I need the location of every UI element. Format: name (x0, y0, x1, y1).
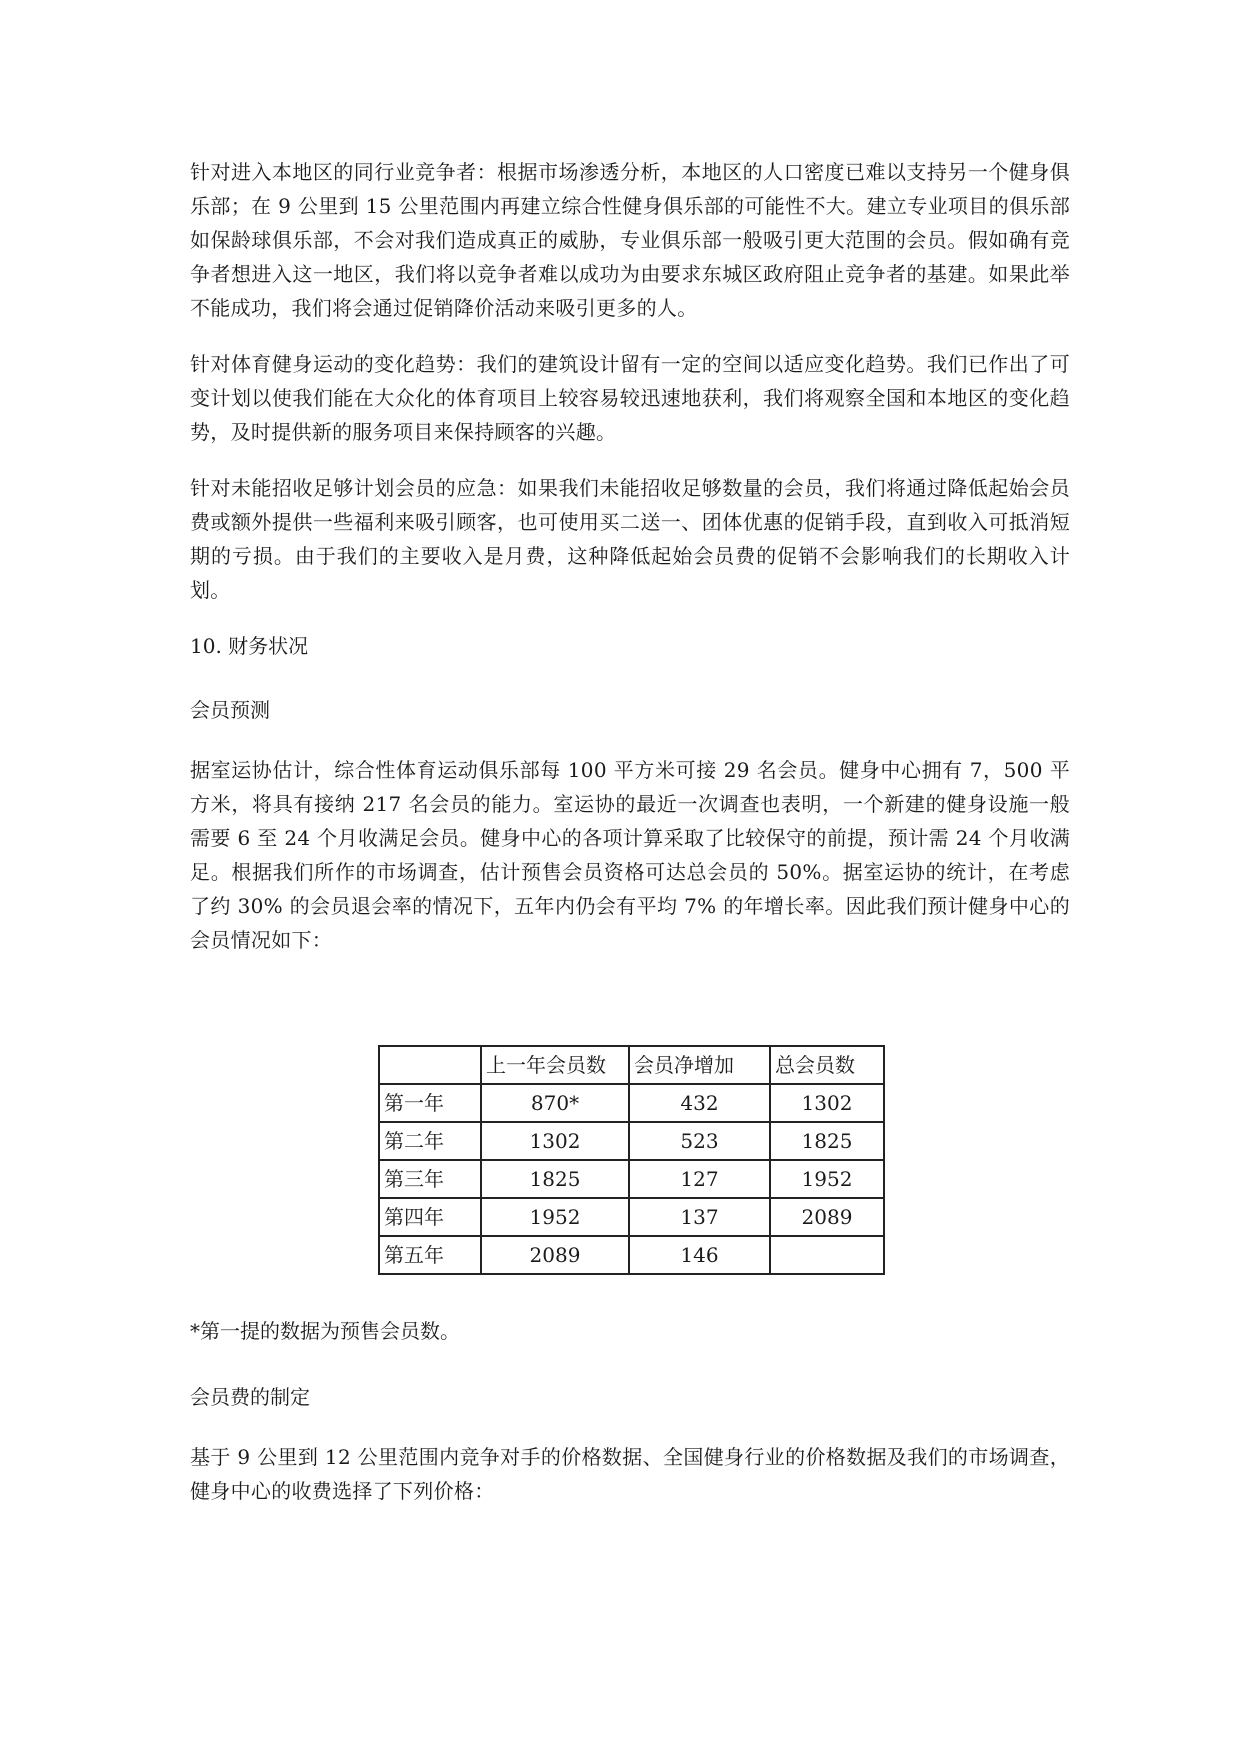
table-row (379, 1198, 884, 1236)
row-label: 第五年 (379, 1236, 481, 1274)
total-members-cell (770, 1236, 884, 1274)
prev-members-cell: 1302 (481, 1122, 629, 1160)
total-members-cell: 1952 (770, 1160, 884, 1198)
prev-members-cell: 870* (481, 1084, 629, 1122)
table-row (379, 1122, 884, 1160)
total-members-cell: 2089 (770, 1198, 884, 1236)
table-header-cell (379, 1046, 481, 1084)
heading-pricing: 会员费的制定 (190, 1385, 310, 1409)
membership-table (378, 1045, 885, 1275)
net-increase-cell: 127 (629, 1160, 770, 1198)
paragraph-trends: 针对体育健身运动的变化趋势：我们的建筑设计留有一定的空间以适应变化趋势。我们已作出了可变计划以使我们能在大众化的体育项目上较容易较迅速地获利，我们将观察全国和本地区的变化趋势，及时提供新的服务项目来保持顾客的兴趣。 (190, 352, 1070, 444)
heading-forecast: 会员预测 (190, 698, 270, 722)
paragraph-shortfall: 针对未能招收足够计划会员的应急：如果我们未能招收足够数量的会员，我们将通过降低起始会员费或额外提供一些福利来吸引顾客，也可使用买二送一、团体优惠的促销手段，直到收入可抵消短期的亏损。由于我们的主要收入是月费，这种降低起始会员费的促销不会影响我们的长期收入计划。 (190, 476, 1070, 602)
table-header-cell: 总会员数 (770, 1046, 884, 1084)
heading-finance: 10. 财务状况 (190, 634, 309, 658)
table-row (379, 1236, 884, 1274)
net-increase-cell: 523 (629, 1122, 770, 1160)
table-footnote: *第一提的数据为预售会员数。 (190, 1319, 460, 1343)
prev-members-cell: 1952 (481, 1198, 629, 1236)
table-row (379, 1084, 884, 1122)
row-label: 第一年 (379, 1084, 481, 1122)
row-label: 第四年 (379, 1198, 481, 1236)
paragraph-pricing: 基于 9 公里到 12 公里范围内竞争对手的价格数据、全国健身行业的价格数据及我们的市场调查，健身中心的收费选择了下列价格： (190, 1445, 1070, 1503)
table-header-cell: 上一年会员数 (481, 1046, 629, 1084)
total-members-cell: 1302 (770, 1084, 884, 1122)
table-header-row (379, 1046, 884, 1084)
row-label: 第三年 (379, 1160, 481, 1198)
total-members-cell: 1825 (770, 1122, 884, 1160)
paragraph-competitors: 针对进入本地区的同行业竞争者：根据市场渗透分析，本地区的人口密度已难以支持另一个健身俱乐部；在 9 公里到 15 公里范围内再建立综合性健身俱乐部的可能性不大。建立专业项目的俱乐部如保龄球俱乐部，不会对我们造成真正的威胁，专业俱乐部一般吸引更大范围的会员。假如确有竞争者想进入这一地区，我们将以竞争者难以成功为由要求东城区政府阻止竞争者的基建。如果此举不能成功，我们将会通过促销降价活动来吸引更多的人。 (190, 160, 1070, 320)
row-label: 第二年 (379, 1122, 481, 1160)
net-increase-cell: 432 (629, 1084, 770, 1122)
net-increase-cell: 146 (629, 1236, 770, 1274)
table-row (379, 1160, 884, 1198)
paragraph-forecast: 据室运协估计，综合性体育运动俱乐部每 100 平方米可接 29 名会员。健身中心拥有 7，500 平方米，将具有接纳 217 名会员的能力。室运协的最近一次调查也表明，一个新建的健身设施一般需要 6 至 24 个月收满足会员。健身中心的各项计算采取了比较保守的前提，预计需 24 个月收满足。根据我们所作的市场调查，估计预售会员资格可达总会员的 50%。据室运协的统计，在考虑了约 30% 的会员退会率的情况下，五年内仍会有平均 7% 的年增长率。因此我们预计健身中心的会员情况如下： (190, 758, 1070, 952)
prev-members-cell: 2089 (481, 1236, 629, 1274)
net-increase-cell: 137 (629, 1198, 770, 1236)
table-header-cell: 会员净增加 (629, 1046, 770, 1084)
prev-members-cell: 1825 (481, 1160, 629, 1198)
